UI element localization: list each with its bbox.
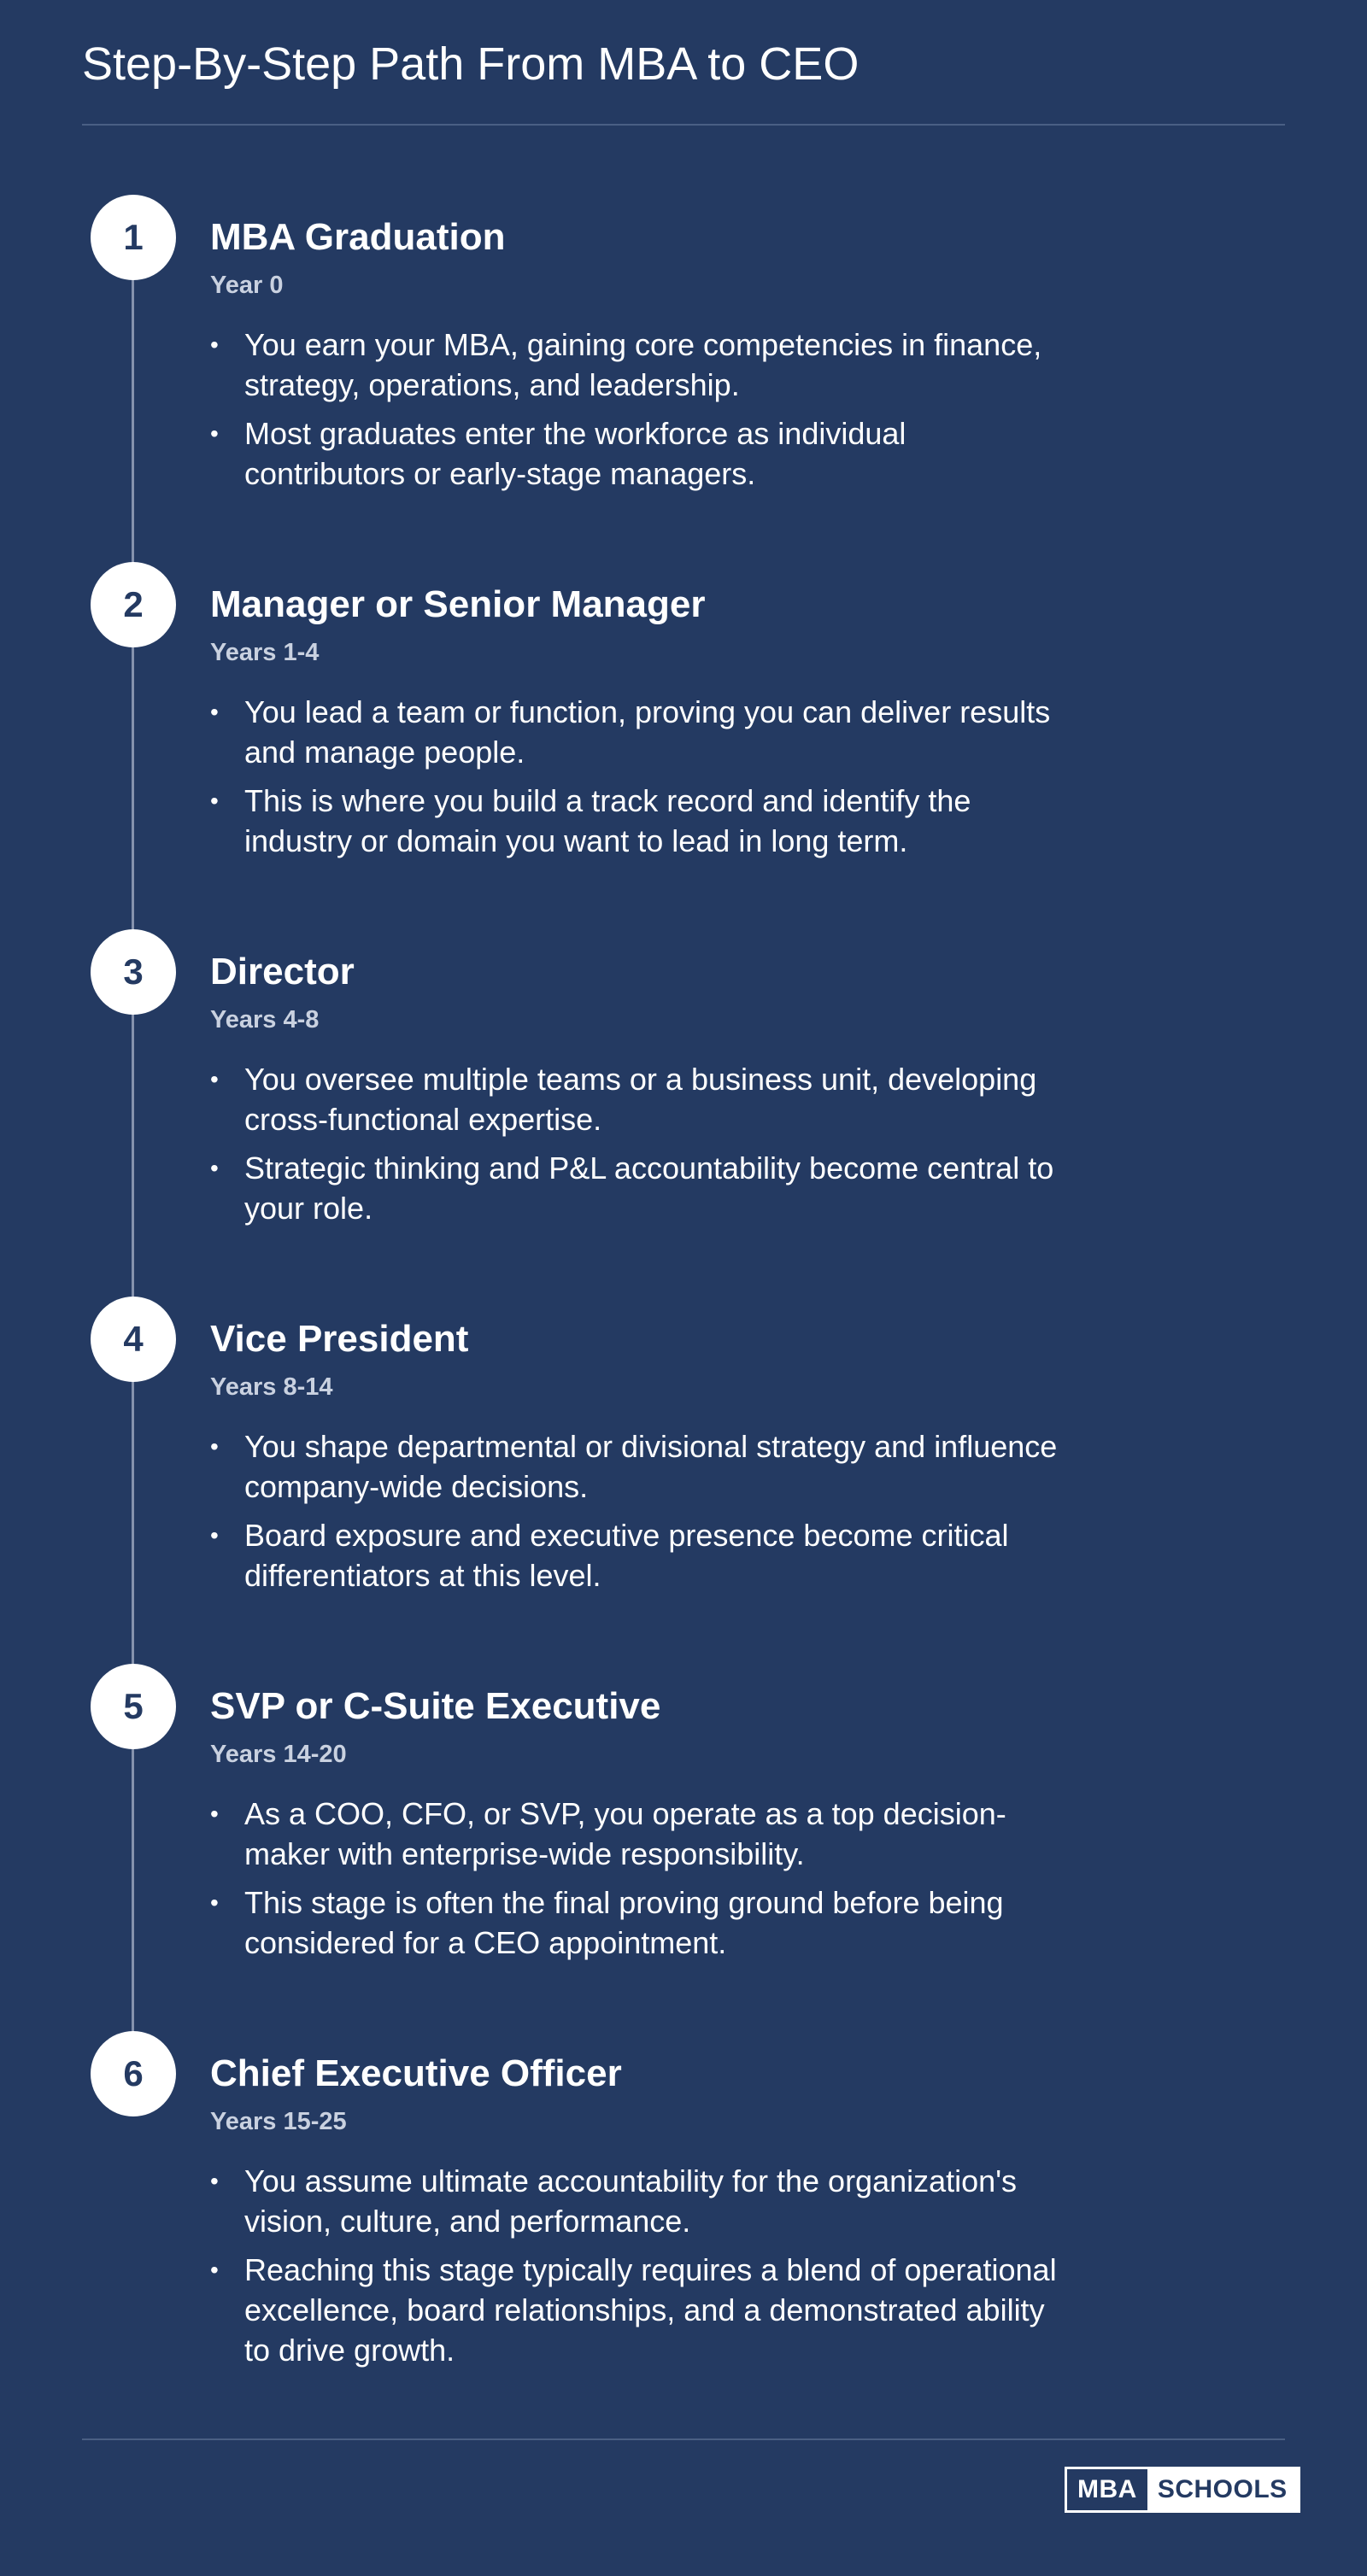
step-bullet-list	[210, 692, 1065, 869]
step-number-badge: 1	[91, 195, 176, 280]
logo-schools-text: SCHOOLS	[1147, 2469, 1298, 2510]
step-bullet: • Strategic thinking and P&L accountability become central to your role.	[210, 1148, 1065, 1228]
step-bullet: • Board exposure and executive presence become critical differentiators at this level.	[210, 1515, 1065, 1595]
step-number-badge: 3	[91, 929, 176, 1015]
step-years: Years 4-8	[210, 1006, 320, 1033]
step-bullet: • Most graduates enter the workforce as individual contributors or early-stage managers.	[210, 413, 1065, 494]
header-divider	[82, 124, 1285, 126]
step-title: Vice President	[210, 1318, 469, 1360]
timeline-connector-line	[132, 237, 134, 2074]
step-bullet: • You earn your MBA, gaining core competencies in finance, strategy, operations, and leadership.	[210, 325, 1065, 405]
step-title: MBA Graduation	[210, 216, 506, 258]
step-bullet: • You shape departmental or divisional strategy and influence company-wide decisions.	[210, 1426, 1065, 1507]
step-bullet: • Reaching this stage typically requires a blend of operational excellence, board relationships, and a demonstrated ability to drive growth.	[210, 2250, 1065, 2370]
footer-divider	[82, 2438, 1285, 2440]
step-bullet-list	[210, 1059, 1065, 1237]
step-bullet-list	[210, 2161, 1065, 2379]
step-bullet-list	[210, 325, 1065, 502]
step-bullet: • As a COO, CFO, or SVP, you operate as a top decision-maker with enterprise-wide responsibility.	[210, 1794, 1065, 1874]
page-title: Step-By-Step Path From MBA to CEO	[82, 38, 860, 90]
step-years: Years 1-4	[210, 639, 320, 666]
step-bullet-list	[210, 1794, 1065, 1971]
step-bullet: • This stage is often the final proving ground before being considered for a CEO appointment.	[210, 1882, 1065, 1963]
step-title: Manager or Senior Manager	[210, 583, 706, 625]
step-number-badge: 5	[91, 1664, 176, 1749]
step-years: Years 15-25	[210, 2108, 347, 2135]
step-title: Chief Executive Officer	[210, 2052, 622, 2094]
step-number-badge: 6	[91, 2031, 176, 2116]
step-bullet: • You oversee multiple teams or a business unit, developing cross-functional expertise.	[210, 1059, 1065, 1139]
step-title: Director	[210, 951, 355, 992]
step-bullet-list	[210, 1426, 1065, 1604]
mba-schools-logo	[1065, 2467, 1300, 2513]
step-number-badge: 2	[91, 562, 176, 647]
step-bullet: • You lead a team or function, proving you can deliver results and manage people.	[210, 692, 1065, 772]
step-bullet: • This is where you build a track record and identify the industry or domain you want to lead in long term.	[210, 781, 1065, 861]
step-years: Years 14-20	[210, 1741, 347, 1768]
step-years: Years 8-14	[210, 1373, 333, 1401]
step-number-badge: 4	[91, 1297, 176, 1382]
step-bullet: • You assume ultimate accountability for the organization's vision, culture, and performance.	[210, 2161, 1065, 2241]
logo-mba-text: MBA	[1067, 2469, 1147, 2510]
step-years: Year 0	[210, 272, 284, 299]
step-title: SVP or C-Suite Executive	[210, 1685, 661, 1727]
